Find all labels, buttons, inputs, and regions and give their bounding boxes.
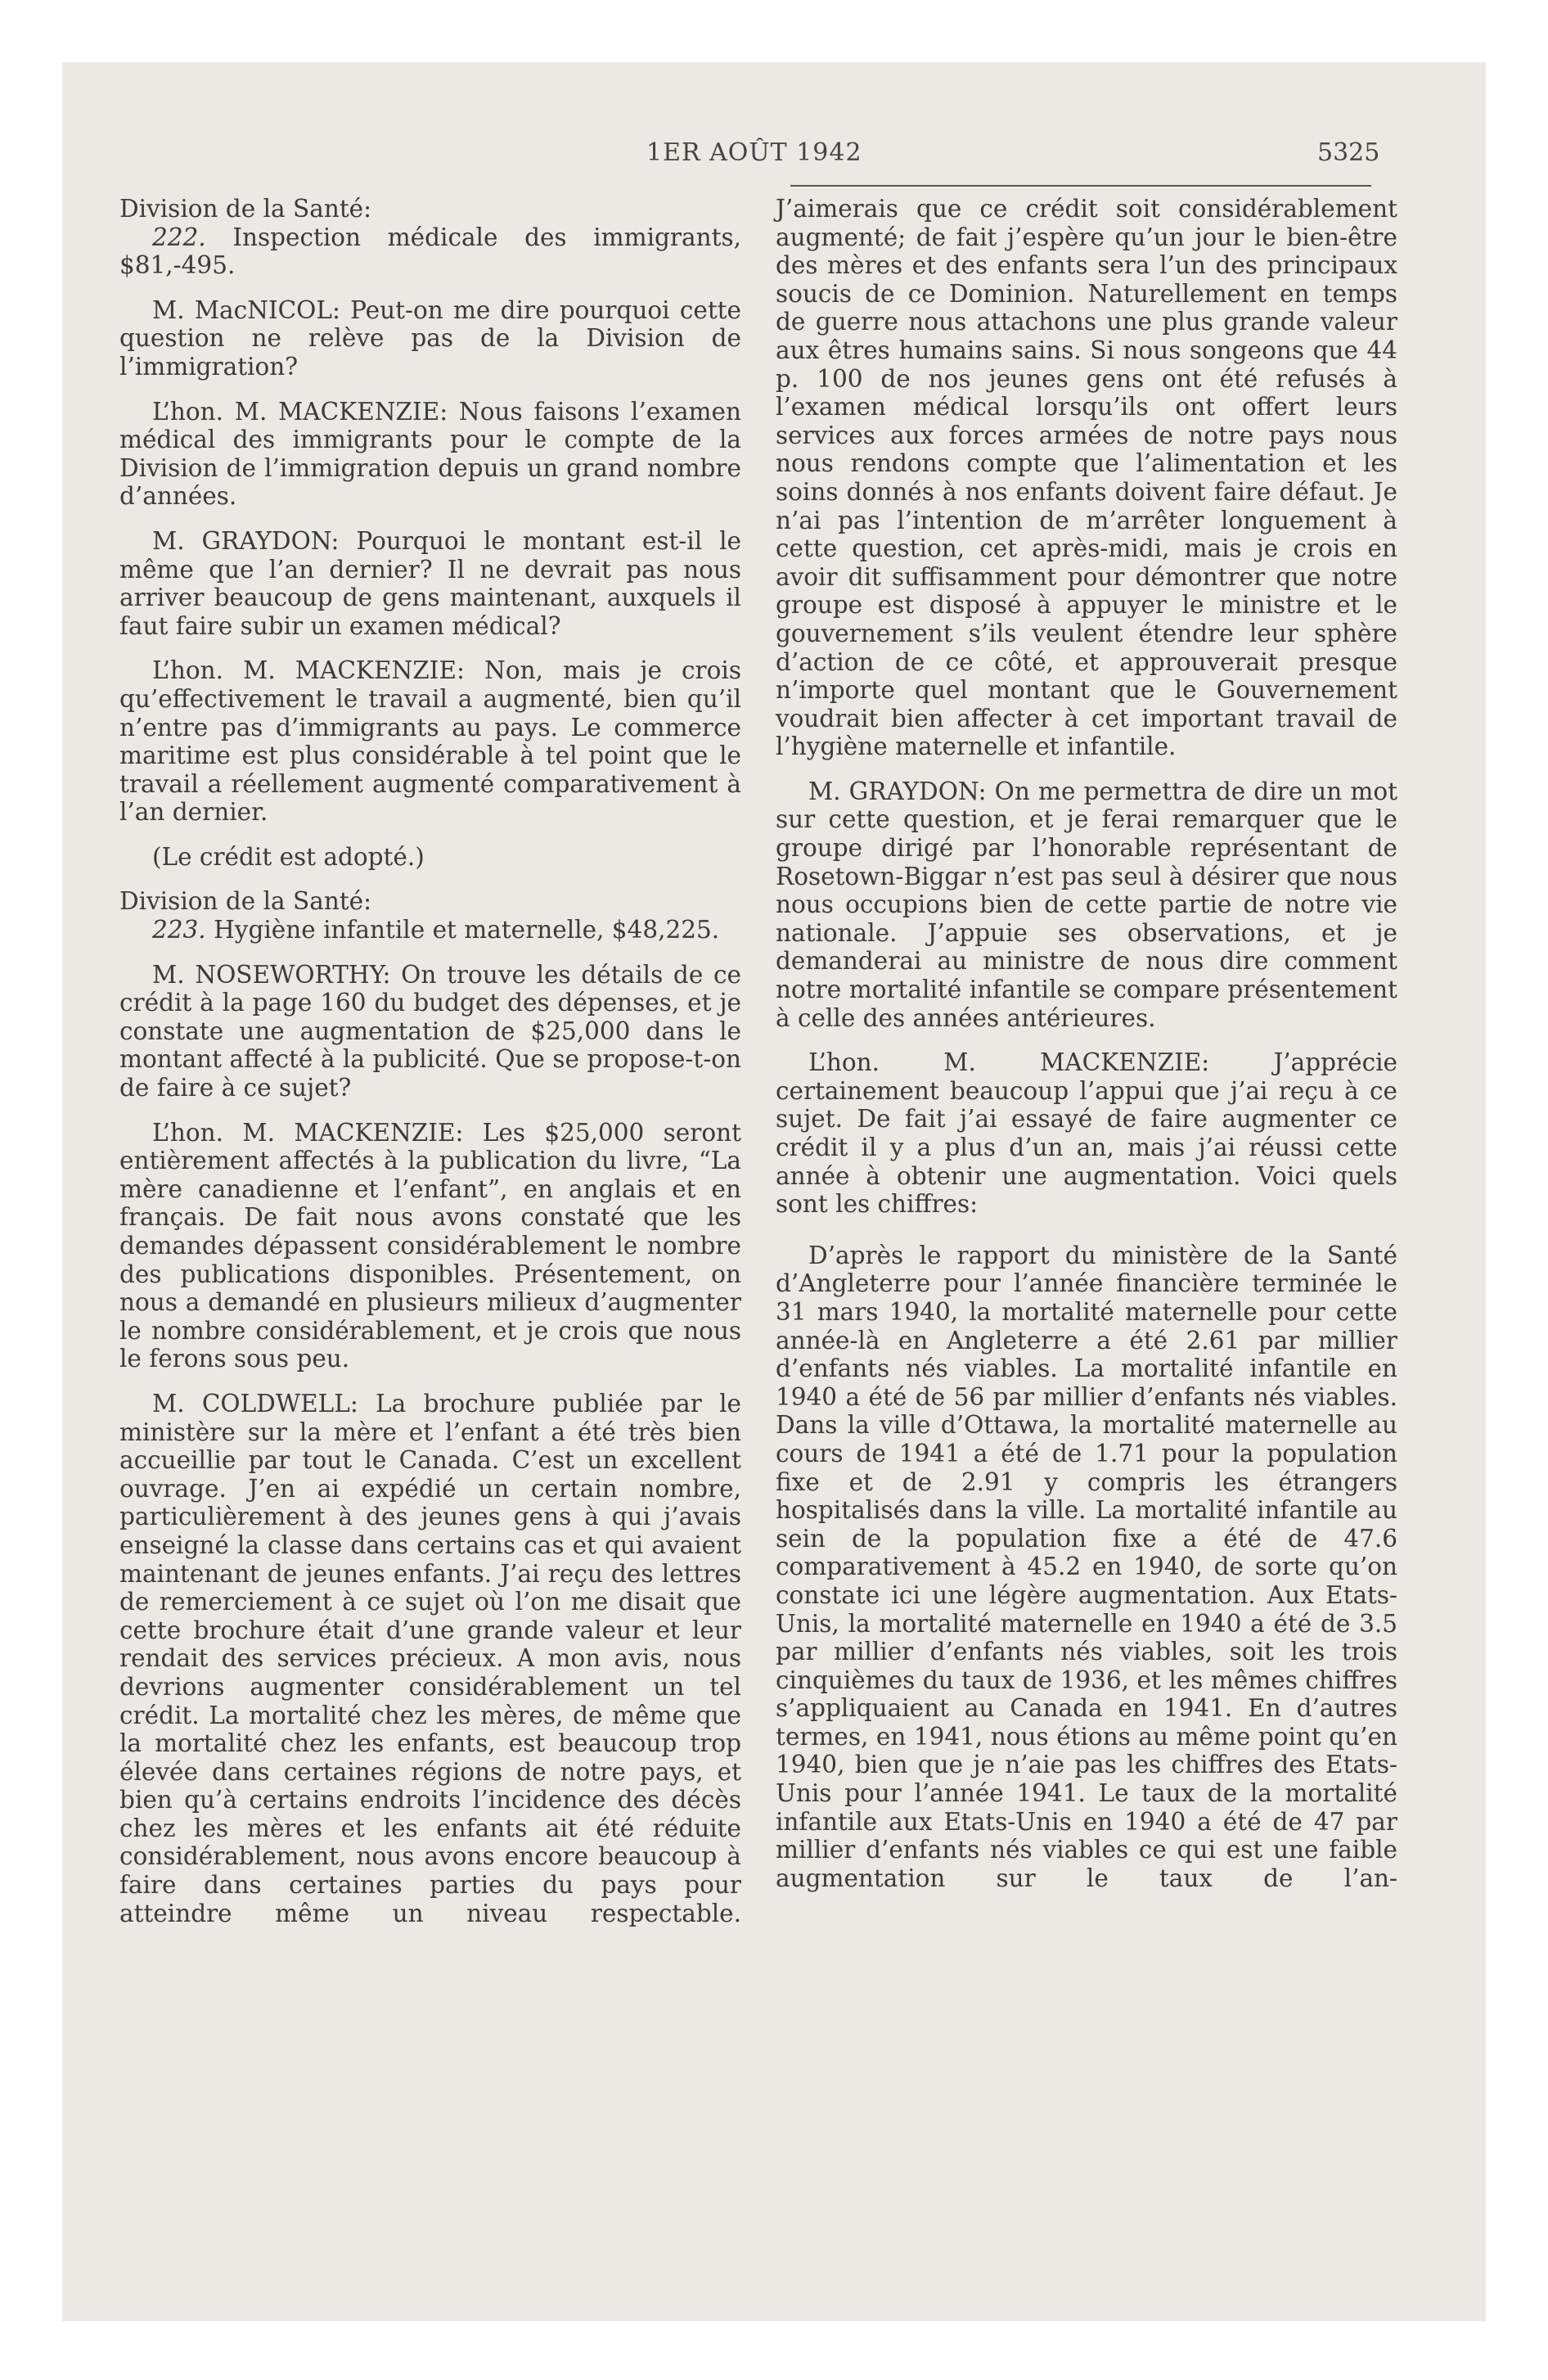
- header-date: 1ER AOÛT 1942: [646, 138, 862, 167]
- paragraph: J’aimerais que ce crédit soit considérablement augmenté; de fait j’espère qu’un jour le bien-être des mères et des enfants sera l’un des principaux soucis de ce Dominion. Naturellement en temps de guerre nous attachons une plus grande valeur aux êtres humains sains. Si nous songeons que 44 p. 100 de nos jeunes gens ont été refusés à l’examen médical lorsqu’ils ont offert leurs services aux forces armées de notre pays nous nous rendons compte que l’alimentation et les soins donnés à nos enfants doivent faire défaut. Je n’ai pas l’intention de m’arrêter longuement à cette question, cet après-midi, mais je crois en avoir dit suffisamment pour démontrer que notre groupe est disposé à appuyer le ministre et le gouvernement s’ils veulent étendre leur sphère d’action de ce côté, et approuverait presque n’importe quel montant que le Gouvernement voudrait bien affecter à cet important travail de l’hygiène maternelle et infantile.: [776, 195, 1397, 761]
- paragraph: L’hon. M. MACKENZIE: Nous faisons l’examen médical des immigrants pour le compte de la Division de l’immigration depuis un grand nombre d’années.: [119, 397, 741, 511]
- item-number: 223.: [152, 916, 206, 944]
- adopted-note: (Le crédit est adopté.): [152, 842, 425, 871]
- paragraph: M. NOSEWORTHY: On trouve les détails de ce crédit à la page 160 du budget des dépenses, et je constate une augmentation de $25,000 dans le montant affecté à la publicité. Que se propose-t-on de faire à ce sujet?: [119, 960, 741, 1102]
- right-column: [776, 195, 1397, 1892]
- budget-item: [119, 916, 741, 944]
- paragraph: M. COLDWELL: La brochure publiée par le ministère sur la mère et l’enfant a été très bien accueillie par tout le Canada. C’est un excellent ouvrage. J’en ai expédié un certain nombre, particulièrement à des jeunes gens à qui j’avais enseigné la classe dans certains cas et qui avaient maintenant de jeunes enfants. J’ai reçu des lettres de remerciement à ce sujet où l’on me disait que cette brochure était d’une grande valeur et leur rendait des services précieux. A mon avis, nous devrions augmenter considérablement un tel crédit. La mortalité chez les mères, de même que la mortalité chez les enfants, est beaucoup trop élevée dans certaines régions de notre pays, et bien qu’à certains endroits l’incidence des décès chez les mères et les enfants ait été réduite considérablement, nous avons encore beaucoup à faire dans certaines parties du pays pour atteindre même un niveau respectable.: [119, 1389, 741, 1927]
- paragraph: M. GRAYDON: Pourquoi le montant est-il le même que l’an dernier? Il ne devrait pas nous arriver beaucoup de gens maintenant, auxquels il faut faire subir un examen médical?: [119, 526, 741, 640]
- paragraph: L’hon. M. MACKENZIE: Non, mais je crois qu’effectivement le travail a augmenté, bien qu’il n’entre pas d’immigrants au pays. Le commerce maritime est plus considérable à tel point que le travail a réellement augmenté comparativement à l’an dernier.: [119, 656, 741, 827]
- item-text: Inspection médicale des immigrants, $81,-495.: [119, 223, 741, 280]
- budget-item: [119, 223, 741, 280]
- quoted-report: D’après le rapport du ministère de la Santé d’Angleterre pour l’année financière terminée le 31 mars 1940, la mortalité maternelle pour cette année-là en Angleterre a été 2.61 par millier d’enfants nés viables. La mortalité infantile en 1940 a été de 56 par millier d’enfants nés viables. Dans la ville d’Ottawa, la mortalité maternelle au cours de 1941 a été de 1.71 pour la population fixe et de 2.91 y compris les étrangers hospitalisés dans la ville. La mortalité infantile au sein de la population fixe a été de 47.6 comparativement à 45.2 en 1940, de sorte qu’on constate ici une légère augmentation. Aux Etats-Unis, la mortalité maternelle en 1940 a été de 3.5 par millier d’enfants nés viables, soit les trois cinquièmes du taux de 1936, et les mêmes chiffres s’appliquaient au Canada en 1941. En d’autres termes, en 1941, nous étions au même point qu’en 1940, bien que je n’aie pas les chiffres des Etats-Unis pour l’année 1941. Le taux de la mortalité infantile aux Etats-Unis en 1940 a été de 47 par millier d’enfants nés viables ce qui est une faible augmentation sur le taux de l’an-: [776, 1241, 1397, 1892]
- paragraph: M. GRAYDON: On me permettra de dire un mot sur cette question, et je ferai remarquer que le groupe dirigé par l’honorable représentant de Rosetown-Biggar n’est pas seul à désirer que nous nous occupions bien de cette partie de notre vie nationale. J’appuie ses observations, et je demanderai au ministre de nous dire comment notre mortalité infantile se compare présentement à celle des années antérieures.: [776, 777, 1397, 1032]
- item-text: Hygiène infantile et maternelle, $48,225.: [214, 916, 720, 944]
- header-rule: [790, 185, 1371, 187]
- item-number: 222.: [152, 223, 206, 251]
- left-column: [119, 195, 741, 1927]
- paragraph: L’hon. M. MACKENZIE: J’apprécie certainement beaucoup l’appui que j’ai reçu à ce sujet. De fait j’ai essayé de faire augmenter ce crédit il y a plus d’un an, mais j’ai réussi cette année à obtenir une augmentation. Voici quels sont les chiffres:: [776, 1048, 1397, 1219]
- section-heading: Division de la Santé:: [119, 195, 372, 223]
- page-number: 5325: [1317, 138, 1380, 167]
- section-heading: Division de la Santé:: [119, 887, 372, 916]
- paragraph: L’hon. M. MACKENZIE: Les $25,000 seront entièrement affectés à la publication du livre, “La mère canadienne et l’enfant”, en anglais et en français. De fait nous avons constaté que les demandes dépassent considérablement le nombre des publications disponibles. Présentement, on nous a demandé en plusieurs milieux d’augmenter le nombre considérablement, et je crois que nous le ferons sous peu.: [119, 1118, 741, 1373]
- paragraph: M. MacNICOL: Peut-on me dire pourquoi cette question ne relève pas de la Division de l’immigration?: [119, 295, 741, 381]
